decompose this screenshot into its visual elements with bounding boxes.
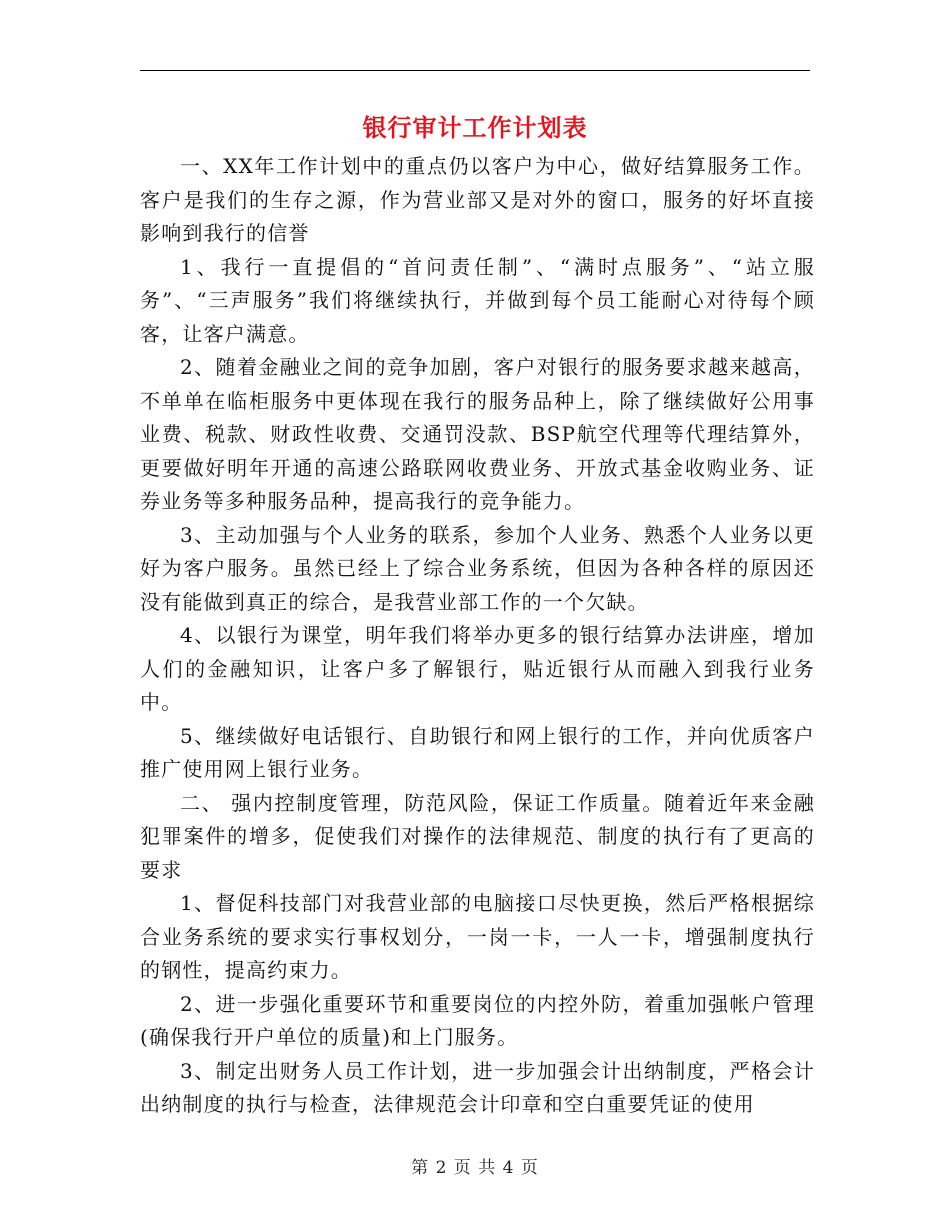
paragraph: 二、 强内控制度管理，防范风险，保证工作质量。随着近年来金融犯罪案件的增多，促使我们对操作的法律规范、制度的执行有了更高的要求	[140, 790, 815, 882]
document-title: 银行审计工作计划表	[362, 113, 588, 142]
paragraph: 4、以银行为课堂，明年我们将举办更多的银行结算办法讲座，增加人们的金融知识，让客户多了解银行，贴近银行从而融入到我行业务中。	[140, 623, 815, 714]
paragraph: 一、XX年工作计划中的重点仍以客户为中心，做好结算服务工作。客户是我们的生存之源，作为营业部又是对外的窗口，服务的好坏直接影响到我行的信誉	[140, 154, 815, 245]
document-body	[140, 150, 815, 1122]
page-footer: 第 2 页 共 4 页	[411, 1158, 539, 1178]
paragraph: 1、我行一直提倡的“首问责任制”、“满时点服务”、“站立服务”、“三声服务”我们将继续执行，并做到每个员工能耐心对待每个顾客，让客户满意。	[140, 254, 815, 346]
paragraph: 5、继续做好电话银行、自助银行和网上银行的工作，并向优质客户推广使用网上银行业务。	[140, 723, 815, 781]
paragraph: 1、督促科技部门对我营业部的电脑接口尽快更换，然后严格根据综合业务系统的要求实行事权划分，一岗一卡，一人一卡，增强制度执行的钢性，提高约束力。	[140, 891, 815, 982]
paragraph: 3、制定出财务人员工作计划，进一步加强会计出纳制度，严格会计出纳制度的执行与检查，法律规范会计印章和空白重要凭证的使用	[140, 1058, 815, 1116]
header-rule	[140, 70, 810, 71]
paragraph: 2、进一步强化重要环节和重要岗位的内控外防，着重加强帐户管理(确保我行开户单位的质量)和上门服务。	[140, 991, 815, 1049]
paragraph: 2、随着金融业之间的竞争加剧，客户对银行的服务要求越来越高，不单单在临柜服务中更体现在我行的服务品种上，除了继续做好公用事业费、税款、财政性收费、交通罚没款、BSP航空代理等代理结算外，更要做好明年开通的高速公路联网收费业务、开放式基金收购业务、证券业务等多种服务品种，提高我行的竞争能力。	[140, 355, 815, 513]
paragraph: 3、主动加强与个人业务的联系，参加个人业务、熟悉个人业务以更好为客户服务。虽然已经上了综合业务系统，但因为各种各样的原因还没有能做到真正的综合，是我营业部工作的一个欠缺。	[140, 522, 815, 614]
